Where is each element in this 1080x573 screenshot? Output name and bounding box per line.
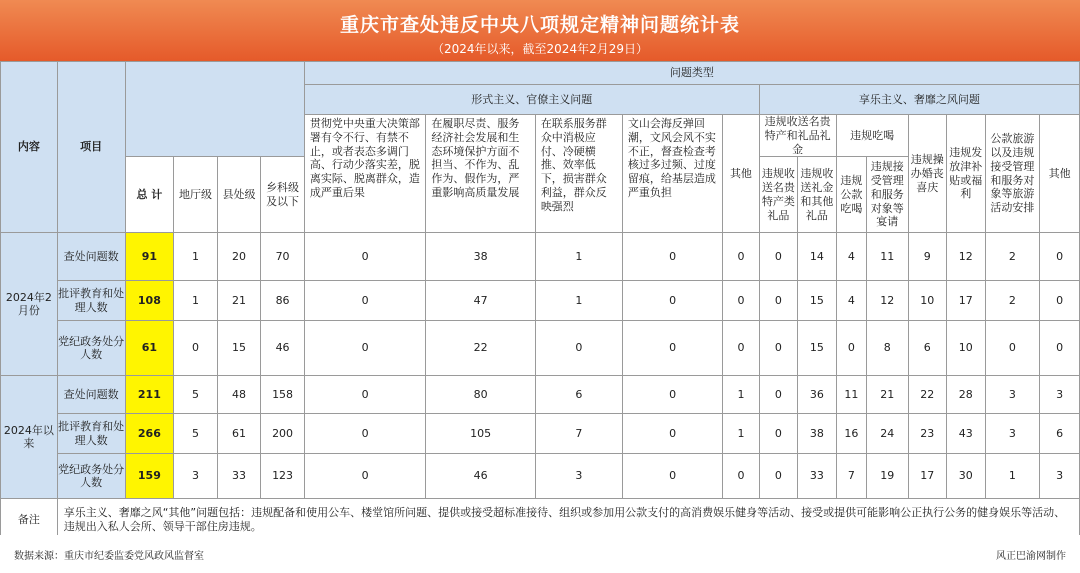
hedonism-cell: 6 [1040, 414, 1080, 454]
header-gift-group: 违规收送名贵特产和礼品礼金 [759, 115, 836, 157]
formalism-cell: 1 [535, 233, 622, 281]
level-xian-cell: 61 [217, 414, 261, 454]
row-item-label: 查处问题数 [57, 376, 125, 414]
hedonism-cell: 0 [836, 321, 866, 376]
header-allowance: 违规发放津补贴或福利 [947, 115, 985, 233]
table-row [1, 281, 1080, 321]
total-cell: 108 [125, 281, 174, 321]
hedonism-cell: 15 [798, 321, 836, 376]
formalism-cell: 0 [622, 454, 722, 499]
formalism-cell: 47 [426, 281, 535, 321]
formalism-cell: 0 [304, 281, 426, 321]
hedonism-cell: 0 [1040, 233, 1080, 281]
hedonism-cell: 2 [985, 281, 1040, 321]
row-item-label: 批评教育和处理人数 [57, 414, 125, 454]
level-xiang-cell: 46 [261, 321, 305, 376]
hedonism-cell: 12 [947, 233, 985, 281]
hedonism-cell: 0 [759, 454, 797, 499]
header-level-xiang: 乡科级及以下 [261, 157, 305, 233]
total-cell: 266 [125, 414, 174, 454]
row-item-label: 查处问题数 [57, 233, 125, 281]
level-xiang-cell: 200 [261, 414, 305, 454]
hedonism-cell: 10 [908, 281, 946, 321]
note-label: 备注 [1, 499, 58, 541]
formalism-cell: 38 [426, 233, 535, 281]
header-formalism-col-1: 贯彻党中央重大决策部署有令不行、有禁不止，或者表态多调门高、行动少落实差，脱离实际、脱离群众，造成严重后果 [304, 115, 426, 233]
header-total: 总 计 [125, 157, 174, 233]
formalism-cell: 3 [535, 454, 622, 499]
formalism-cell: 0 [723, 281, 759, 321]
level-xiang-cell: 158 [261, 376, 305, 414]
hedonism-cell: 14 [798, 233, 836, 281]
header-formalism-other: 其他 [723, 115, 759, 233]
hedonism-cell: 24 [867, 414, 909, 454]
hedonism-cell: 0 [1040, 281, 1080, 321]
hedonism-cell: 3 [1040, 454, 1080, 499]
level-xiang-cell: 70 [261, 233, 305, 281]
page-title: 重庆市查处违反中央八项规定精神问题统计表 [339, 14, 740, 36]
hedonism-cell: 11 [867, 233, 909, 281]
hedonism-cell: 0 [759, 233, 797, 281]
formalism-cell: 0 [304, 454, 426, 499]
data-source: 数据来源：重庆市纪委监委党风政风监督室 [14, 551, 204, 562]
hedonism-cell: 6 [908, 321, 946, 376]
header-formalism-col-2: 在履职尽责、服务经济社会发展和生态环境保护方面不担当、不作为、乱作为、假作为，严重影响高质量发展 [426, 115, 535, 233]
header-gift-specialty: 违规收送名贵特产类礼品 [759, 157, 797, 233]
header-problem-type: 问题类型 [304, 62, 1079, 85]
formalism-cell: 46 [426, 454, 535, 499]
hedonism-cell: 8 [867, 321, 909, 376]
total-cell: 211 [125, 376, 174, 414]
formalism-cell: 22 [426, 321, 535, 376]
hedonism-cell: 4 [836, 281, 866, 321]
formalism-cell: 0 [304, 414, 426, 454]
header-gift-cash: 违规收送礼金和其他礼品 [798, 157, 836, 233]
level-ting-cell: 0 [174, 321, 218, 376]
table-row [1, 233, 1080, 281]
formalism-cell: 0 [622, 281, 722, 321]
hedonism-cell: 28 [947, 376, 985, 414]
total-cell: 159 [125, 454, 174, 499]
level-xiang-cell: 86 [261, 281, 305, 321]
formalism-cell: 0 [723, 233, 759, 281]
hedonism-cell: 1 [985, 454, 1040, 499]
header-item: 项目 [57, 62, 125, 233]
header-blank [125, 62, 304, 157]
hedonism-cell: 30 [947, 454, 985, 499]
note-text: 享乐主义、奢靡之风“其他”问题包括：违规配备和使用公车、楼堂馆所问题、提供或接受超标准接待、组织或参加用公款支付的高消费娱乐健身等活动、接受或提供可能影响公正执行公务的健身娱乐等活动、违规出入私人会所、领导干部住房违规。 [57, 499, 1079, 541]
hedonism-cell: 2 [985, 233, 1040, 281]
header-level-ting: 地厅级 [174, 157, 218, 233]
formalism-cell: 0 [622, 414, 722, 454]
header-eat-public: 违规公款吃喝 [836, 157, 866, 233]
page-subtitle: （2024年以来，截至2024年2月29日） [432, 42, 648, 56]
hedonism-cell: 21 [867, 376, 909, 414]
hedonism-cell: 3 [985, 414, 1040, 454]
header-eat-banquet: 违规接受管理和服务对象等宴请 [867, 157, 909, 233]
formalism-cell: 105 [426, 414, 535, 454]
hedonism-cell: 0 [759, 281, 797, 321]
hedonism-cell: 33 [798, 454, 836, 499]
period-label: 2024年2月份 [1, 233, 58, 376]
formalism-cell: 0 [304, 376, 426, 414]
total-cell: 61 [125, 321, 174, 376]
header-level-xian: 县处级 [217, 157, 261, 233]
level-ting-cell: 3 [174, 454, 218, 499]
level-xian-cell: 15 [217, 321, 261, 376]
hedonism-cell: 16 [836, 414, 866, 454]
hedonism-cell: 0 [759, 321, 797, 376]
row-item-label: 批评教育和处理人数 [57, 281, 125, 321]
hedonism-cell: 0 [759, 414, 797, 454]
formalism-cell: 1 [723, 414, 759, 454]
header-hedonism-other: 其他 [1040, 115, 1080, 233]
formalism-cell: 6 [535, 376, 622, 414]
footer [0, 535, 1080, 573]
hedonism-cell: 0 [759, 376, 797, 414]
header-travel: 公款旅游以及违规接受管理和服务对象等旅游活动安排 [985, 115, 1040, 233]
period-label: 2024年以来 [1, 376, 58, 499]
formalism-cell: 0 [535, 321, 622, 376]
hedonism-cell: 43 [947, 414, 985, 454]
formalism-cell: 7 [535, 414, 622, 454]
formalism-cell: 1 [723, 376, 759, 414]
hedonism-cell: 0 [1040, 321, 1080, 376]
hedonism-cell: 0 [985, 321, 1040, 376]
level-ting-cell: 1 [174, 281, 218, 321]
hedonism-cell: 3 [1040, 376, 1080, 414]
row-item-label: 党纪政务处分人数 [57, 321, 125, 376]
hedonism-cell: 10 [947, 321, 985, 376]
hedonism-cell: 9 [908, 233, 946, 281]
level-xiang-cell: 123 [261, 454, 305, 499]
hedonism-cell: 3 [985, 376, 1040, 414]
level-xian-cell: 33 [217, 454, 261, 499]
level-ting-cell: 5 [174, 376, 218, 414]
level-ting-cell: 5 [174, 414, 218, 454]
hedonism-cell: 4 [836, 233, 866, 281]
table-row [1, 321, 1080, 376]
table-body [1, 233, 1080, 499]
table-row [1, 454, 1080, 499]
header-wedding-funeral: 违规操办婚丧喜庆 [908, 115, 946, 233]
level-xian-cell: 48 [217, 376, 261, 414]
hedonism-cell: 12 [867, 281, 909, 321]
header-formalism: 形式主义、官僚主义问题 [304, 85, 759, 115]
hedonism-cell: 17 [908, 454, 946, 499]
formalism-cell: 80 [426, 376, 535, 414]
hedonism-cell: 11 [836, 376, 866, 414]
formalism-cell: 0 [622, 321, 722, 376]
maker-credit: 风正巴渝网制作 [996, 551, 1066, 562]
header-content: 内容 [1, 62, 58, 233]
title-banner [0, 0, 1080, 61]
hedonism-cell: 36 [798, 376, 836, 414]
formalism-cell: 0 [304, 233, 426, 281]
level-xian-cell: 21 [217, 281, 261, 321]
formalism-cell: 0 [723, 321, 759, 376]
hedonism-cell: 22 [908, 376, 946, 414]
hedonism-cell: 17 [947, 281, 985, 321]
total-cell: 91 [125, 233, 174, 281]
table-row [1, 376, 1080, 414]
header-eat-group: 违规吃喝 [836, 115, 908, 157]
row-item-label: 党纪政务处分人数 [57, 454, 125, 499]
header-formalism-col-4: 文山会海反弹回潮，文风会风不实不正，督查检查考核过多过频、过度留痕，给基层造成严重负担 [622, 115, 722, 233]
table-row [1, 414, 1080, 454]
level-xian-cell: 20 [217, 233, 261, 281]
hedonism-cell: 38 [798, 414, 836, 454]
formalism-cell: 1 [535, 281, 622, 321]
formalism-cell: 0 [304, 321, 426, 376]
statistics-table [0, 61, 1080, 541]
header-formalism-col-3: 在联系服务群众中消极应付、冷硬横推、效率低下，损害群众利益，群众反映强烈 [535, 115, 622, 233]
hedonism-cell: 19 [867, 454, 909, 499]
header-hedonism: 享乐主义、奢靡之风问题 [759, 85, 1079, 115]
hedonism-cell: 15 [798, 281, 836, 321]
level-ting-cell: 1 [174, 233, 218, 281]
hedonism-cell: 23 [908, 414, 946, 454]
hedonism-cell: 7 [836, 454, 866, 499]
formalism-cell: 0 [622, 233, 722, 281]
formalism-cell: 0 [723, 454, 759, 499]
formalism-cell: 0 [622, 376, 722, 414]
